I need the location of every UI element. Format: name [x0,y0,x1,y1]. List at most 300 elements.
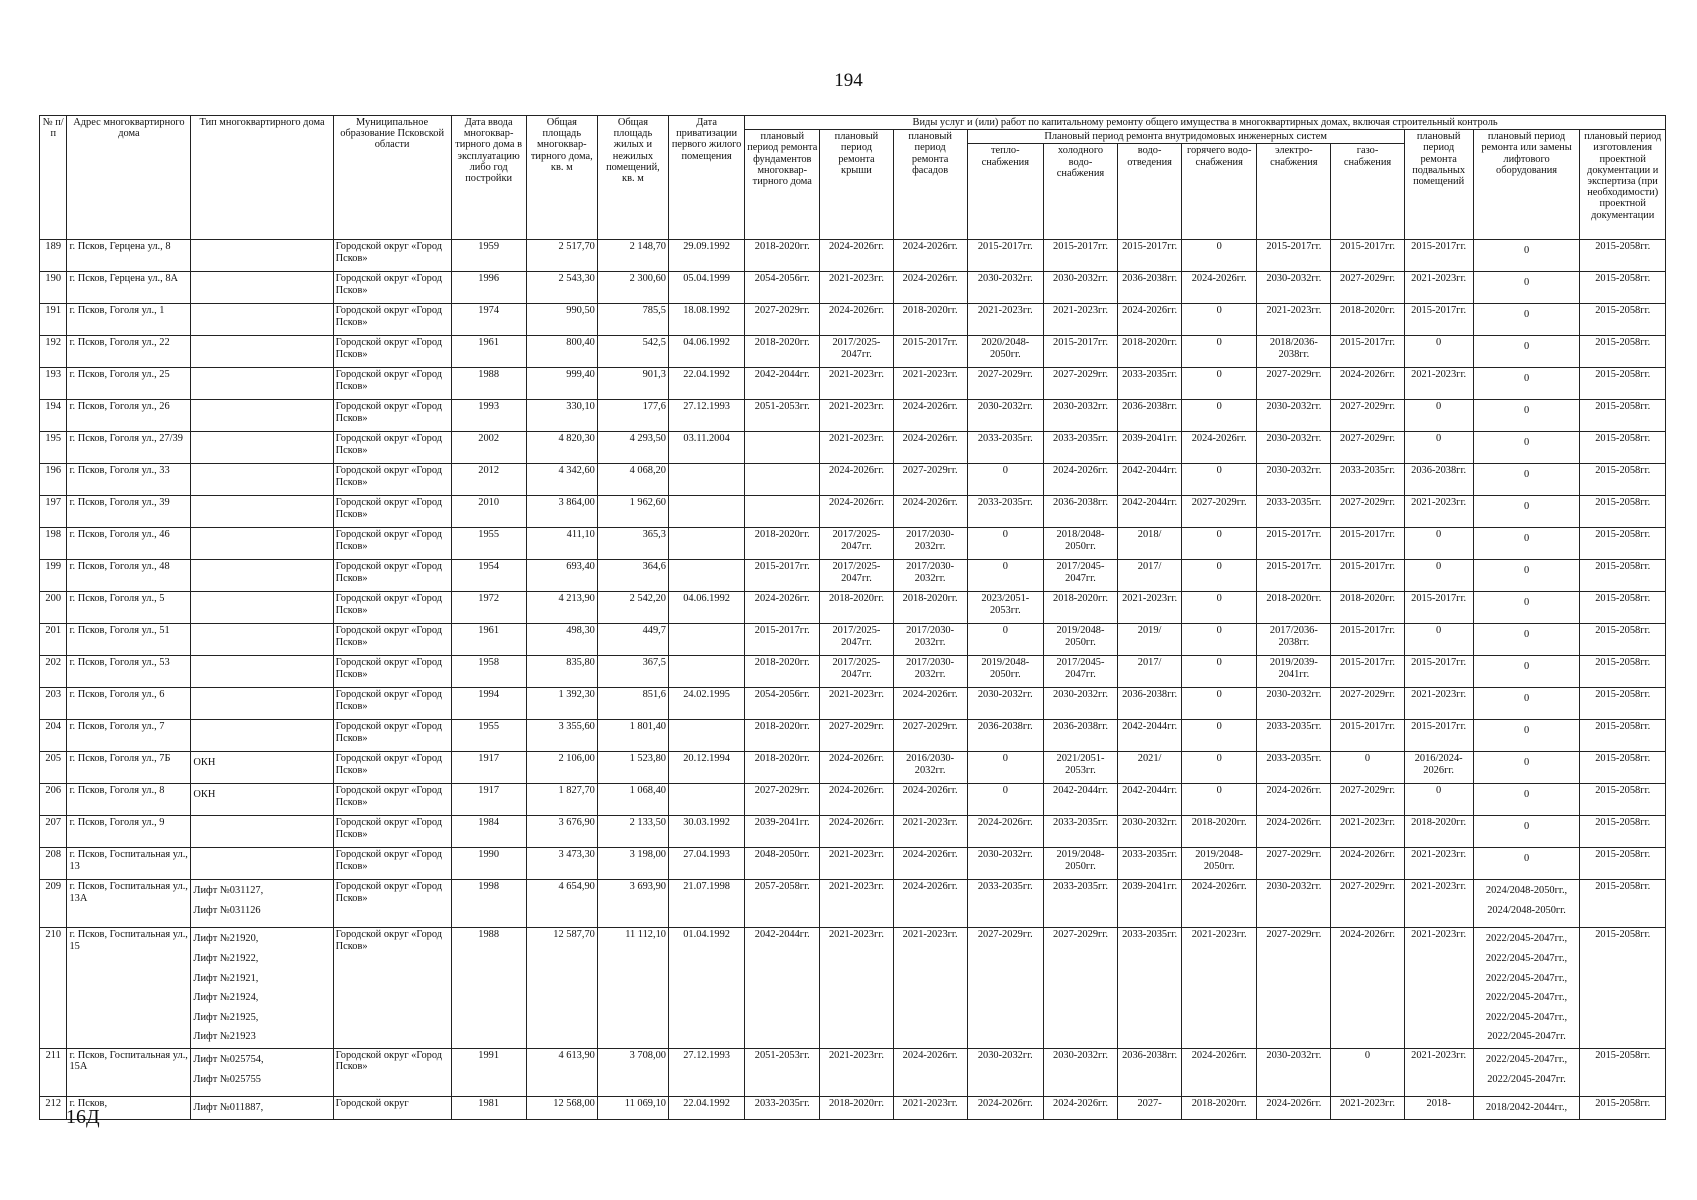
cell-roof: 2017/2025-2047гг. [820,560,893,592]
cell-privatization-date [668,624,744,656]
cell-design-docs: 2015-2058гг. [1580,656,1666,688]
cell-basement: 2015-2017гг. [1404,592,1473,624]
cell-sewer: 2015-2017гг. [1118,240,1182,272]
cell-facade: 2021-2023гг. [893,816,967,848]
cell-elevator-line: 0 [1523,373,1530,385]
cell-year: 1994 [451,688,526,720]
header-works-group: Виды услуг и (или) работ по капитальному ремонту общего имущества в многоквартирных домах, включая строительный контроль [745,116,1666,130]
cell-type [191,336,333,368]
cell-facade: 2024-2026гг. [893,400,967,432]
cell-heat: 2033-2035гг. [967,880,1043,928]
cell-heat: 2030-2032гг. [967,1048,1043,1096]
cell-basement: 2015-2017гг. [1404,720,1473,752]
cell-roof: 2021-2023гг. [820,368,893,400]
cell-type [191,1048,333,1096]
cell-hot-water: 2024-2026гг. [1182,1048,1257,1096]
cell-heat: 2024-2026гг. [967,1096,1043,1119]
cell-type-line: Лифт №21921, [193,972,259,984]
cell-heat: 2021-2023гг. [967,304,1043,336]
table-row [40,272,1666,304]
cell-sewer: 2017/ [1118,656,1182,688]
cell-design-docs: 2015-2058гг. [1580,464,1666,496]
cell-privatization-date: 29.09.1992 [668,240,744,272]
cell-num: 193 [40,368,67,400]
cell-basement: 2021-2023гг. [1404,848,1473,880]
cell-elevator-line: 2022/2045-2047гг., [1485,933,1568,945]
cell-total-area: 3 676,90 [526,816,597,848]
cell-roof: 2021-2023гг. [820,688,893,720]
cell-sewer: 2039-2041гг. [1118,432,1182,464]
cell-hot-water: 0 [1182,560,1257,592]
cell-foundation: 2033-2035гг. [745,1096,820,1119]
cell-privatization-date [668,528,744,560]
cell-heat: 2036-2038гг. [967,720,1043,752]
cell-type [191,432,333,464]
cell-basement: 0 [1404,560,1473,592]
cell-basement: 0 [1404,336,1473,368]
cell-type-line: Лифт №21922, [193,953,259,964]
cell-type [191,656,333,688]
cell-gas: 2024-2026гг. [1331,368,1404,400]
cell-facade: 2024-2026гг. [893,432,967,464]
cell-roof: 2024-2026гг. [820,240,893,272]
header-privatization-date: Дата приватизации первого жилого помещения [668,116,744,240]
cell-electric: 2024-2026гг. [1257,784,1331,816]
cell-address: г. Псков, Гоголя ул., 7Б [67,752,191,784]
table-row [40,304,1666,336]
cell-elevator-line: 0 [1523,309,1530,321]
cell-electric: 2033-2035гг. [1257,752,1331,784]
cell-type [191,752,333,784]
cell-total-area: 4 613,90 [526,1048,597,1096]
cell-elevator-line: 0 [1523,405,1530,417]
cell-electric: 2030-2032гг. [1257,880,1331,928]
cell-foundation: 2018-2020гг. [745,752,820,784]
header-electric: электро-снабжения [1257,144,1331,240]
cell-gas: 2027-2029гг. [1331,688,1404,720]
cell-type [191,272,333,304]
cell-municipality: Городской округ «Город Псков» [333,304,451,336]
cell-municipality: Городской округ «Город Псков» [333,1048,451,1096]
cell-address: г. Псков, Гоголя ул., 27/39 [67,432,191,464]
cell-elevator [1473,432,1580,464]
table-row [40,720,1666,752]
cell-facade: 2027-2029гг. [893,720,967,752]
cell-heat: 2015-2017гг. [967,240,1043,272]
cell-electric: 2030-2032гг. [1257,1048,1331,1096]
cell-electric: 2030-2032гг. [1257,400,1331,432]
cell-living-area: 3 708,00 [597,1048,668,1096]
header-living-area: Общая площадь жилых и нежилых помещений, кв. м [597,116,668,240]
cell-num: 205 [40,752,67,784]
cell-roof: 2021-2023гг. [820,928,893,1049]
table-row [40,496,1666,528]
cell-elevator-line: 0 [1523,341,1530,353]
cell-privatization-date: 27.12.1993 [668,400,744,432]
cell-electric: 2027-2029гг. [1257,848,1331,880]
cell-num: 189 [40,240,67,272]
cell-sewer: 2036-2038гг. [1118,1048,1182,1096]
cell-facade: 2016/2030-2032гг. [893,752,967,784]
cell-foundation: 2042-2044гг. [745,368,820,400]
cell-facade: 2024-2026гг. [893,496,967,528]
cell-address: г. Псков, Гоголя ул., 5 [67,592,191,624]
cell-gas: 2015-2017гг. [1331,528,1404,560]
cell-elevator [1473,464,1580,496]
cell-total-area: 693,40 [526,560,597,592]
cell-year: 1961 [451,624,526,656]
cell-hot-water: 2021-2023гг. [1182,928,1257,1049]
cell-type-line: Лифт №025754, [193,1053,264,1065]
cell-municipality: Городской округ «Город Псков» [333,368,451,400]
cell-type [191,688,333,720]
cell-type [191,560,333,592]
cell-basement: 2018- [1404,1096,1473,1119]
header-type: Тип многоквартирного дома [191,116,333,240]
cell-num: 191 [40,304,67,336]
cell-design-docs: 2015-2058гг. [1580,560,1666,592]
cell-num: 210 [40,928,67,1049]
cell-design-docs: 2015-2058гг. [1580,784,1666,816]
cell-heat: 2023/2051-2053гг. [967,592,1043,624]
cell-cold-water: 2018/2048-2050гг. [1043,528,1117,560]
cell-address: г. Псков, Госпитальная ул., 13А [67,880,191,928]
cell-facade: 2017/2030-2032гг. [893,560,967,592]
cell-roof: 2017/2025-2047гг. [820,656,893,688]
cell-type [191,784,333,816]
cell-foundation: 2027-2029гг. [745,304,820,336]
cell-type [191,720,333,752]
cell-cold-water: 2030-2032гг. [1043,1048,1117,1096]
cell-address: г. Псков, Гоголя ул., 8 [67,784,191,816]
cell-living-area: 11 112,10 [597,928,668,1049]
cell-municipality: Городской округ «Город Псков» [333,656,451,688]
cell-living-area: 542,5 [597,336,668,368]
cell-gas: 2015-2017гг. [1331,720,1404,752]
cell-elevator [1473,336,1580,368]
cell-facade: 2017/2030-2032гг. [893,624,967,656]
cell-foundation [745,432,820,464]
cell-hot-water: 0 [1182,752,1257,784]
cell-electric: 2018/2036-2038гг. [1257,336,1331,368]
cell-cold-water: 2024-2026гг. [1043,1096,1117,1119]
cell-municipality: Городской округ «Город Псков» [333,688,451,720]
cell-elevator [1473,240,1580,272]
cell-electric: 2015-2017гг. [1257,528,1331,560]
cell-heat: 2020/2048-2050гг. [967,336,1043,368]
cell-design-docs: 2015-2058гг. [1580,816,1666,848]
cell-type-line: ОКН [193,789,216,801]
cell-total-area: 4 213,90 [526,592,597,624]
header-engineering-group: Плановый период ремонта внутридомовых инженерных систем [967,130,1404,144]
cell-elevator-line: 0 [1523,245,1530,257]
cell-basement: 2021-2023гг. [1404,1048,1473,1096]
cell-total-area: 3 864,00 [526,496,597,528]
cell-design-docs: 2015-2058гг. [1580,624,1666,656]
cell-type [191,240,333,272]
cell-foundation: 2018-2020гг. [745,240,820,272]
cell-design-docs: 2015-2058гг. [1580,368,1666,400]
cell-sewer: 2042-2044гг. [1118,784,1182,816]
cell-cold-water: 2027-2029гг. [1043,368,1117,400]
cell-cold-water: 2030-2032гг. [1043,272,1117,304]
cell-year: 1996 [451,272,526,304]
cell-roof: 2021-2023гг. [820,1048,893,1096]
page-number: 194 [834,70,863,91]
cell-num: 207 [40,816,67,848]
cell-total-area: 2 517,70 [526,240,597,272]
cell-address: г. Псков, Гоголя ул., 53 [67,656,191,688]
cell-total-area: 3 355,60 [526,720,597,752]
cell-heat: 2024-2026гг. [967,816,1043,848]
cell-basement: 2021-2023гг. [1404,928,1473,1049]
cell-municipality: Городской округ «Город Псков» [333,720,451,752]
cell-living-area: 851,6 [597,688,668,720]
cell-sewer: 2018-2020гг. [1118,336,1182,368]
cell-design-docs: 2015-2058гг. [1580,848,1666,880]
cell-cold-water: 2033-2035гг. [1043,816,1117,848]
cell-elevator-line: 0 [1523,565,1530,577]
cell-basement: 2021-2023гг. [1404,496,1473,528]
cell-living-area: 449,7 [597,624,668,656]
cell-address: г. Псков, Гоголя ул., 9 [67,816,191,848]
cell-living-area: 4 068,20 [597,464,668,496]
cell-total-area: 800,40 [526,336,597,368]
cell-foundation: 2018-2020гг. [745,720,820,752]
cell-privatization-date: 30.03.1992 [668,816,744,848]
table-row [40,1096,1666,1119]
cell-privatization-date: 22.04.1992 [668,368,744,400]
cell-hot-water: 0 [1182,528,1257,560]
cell-basement: 2015-2017гг. [1404,240,1473,272]
cell-type [191,304,333,336]
cell-elevator [1473,528,1580,560]
cell-privatization-date [668,784,744,816]
cell-type [191,848,333,880]
cell-elevator-line: 2022/2045-2047гг., [1485,1053,1568,1065]
cell-gas: 2027-2029гг. [1331,432,1404,464]
header-roof: плановый период ремонта крыши [820,130,893,240]
cell-total-area: 1 392,30 [526,688,597,720]
cell-elevator [1473,624,1580,656]
cell-heat: 2027-2029гг. [967,928,1043,1049]
cell-facade: 2017/2030-2032гг. [893,528,967,560]
cell-elevator-line: 0 [1523,757,1530,769]
cell-living-area: 1 523,80 [597,752,668,784]
cell-type [191,880,333,928]
cell-address: г. Псков, Гоголя ул., 7 [67,720,191,752]
cell-num: 192 [40,336,67,368]
cell-gas: 2018-2020гг. [1331,592,1404,624]
cell-address: г. Псков, Госпитальная ул., 15А [67,1048,191,1096]
cell-privatization-date: 04.06.1992 [668,592,744,624]
cell-hot-water: 0 [1182,464,1257,496]
cell-num: 206 [40,784,67,816]
cell-privatization-date: 18.08.1992 [668,304,744,336]
table-row [40,528,1666,560]
cell-electric: 2017/2036-2038гг. [1257,624,1331,656]
cell-electric: 2021-2023гг. [1257,304,1331,336]
cell-heat: 2019/2048-2050гг. [967,656,1043,688]
cell-total-area: 498,30 [526,624,597,656]
cell-cold-water: 2030-2032гг. [1043,688,1117,720]
cell-year: 2012 [451,464,526,496]
cell-cold-water: 2036-2038гг. [1043,496,1117,528]
cell-elevator [1473,304,1580,336]
cell-basement: 2021-2023гг. [1404,368,1473,400]
cell-hot-water: 2018-2020гг. [1182,1096,1257,1119]
cell-heat: 2030-2032гг. [967,688,1043,720]
cell-sewer: 2033-2035гг. [1118,928,1182,1049]
cell-elevator [1473,400,1580,432]
cell-gas: 2015-2017гг. [1331,240,1404,272]
cell-type-line: Лифт №031127, [193,885,264,897]
cell-living-area: 1 962,60 [597,496,668,528]
cell-heat: 0 [967,464,1043,496]
cell-foundation: 2054-2056гг. [745,272,820,304]
cell-elevator [1473,816,1580,848]
cell-sewer: 2036-2038гг. [1118,272,1182,304]
cell-gas: 2015-2017гг. [1331,656,1404,688]
cell-municipality: Городской округ «Город Псков» [333,496,451,528]
cell-hot-water: 0 [1182,400,1257,432]
cell-elevator [1473,656,1580,688]
cell-municipality: Городской округ «Город Псков» [333,848,451,880]
cell-design-docs: 2015-2058гг. [1580,752,1666,784]
cell-year: 1955 [451,528,526,560]
cell-type-line: Лифт №031126 [193,905,261,916]
table-body [40,240,1666,1119]
cell-type [191,928,333,1049]
cell-gas: 2027-2029гг. [1331,400,1404,432]
cell-foundation [745,496,820,528]
cell-elevator-line: 0 [1523,501,1530,513]
cell-living-area: 2 542,20 [597,592,668,624]
cell-design-docs: 2015-2058гг. [1580,928,1666,1049]
cell-sewer: 2036-2038гг. [1118,400,1182,432]
table-row [40,400,1666,432]
cell-hot-water: 0 [1182,720,1257,752]
cell-roof: 2017/2025-2047гг. [820,336,893,368]
cell-elevator-line: 0 [1523,437,1530,449]
cell-elevator-line: 2022/2045-2047гг., [1485,992,1568,1004]
cell-hot-water: 2019/2048-2050гг. [1182,848,1257,880]
cell-type [191,496,333,528]
header-hot-water: горячего водо-снабжения [1182,144,1257,240]
cell-hot-water: 2024-2026гг. [1182,272,1257,304]
table-row [40,928,1666,1049]
cell-elevator [1473,752,1580,784]
cell-elevator-line: 0 [1523,693,1530,705]
cell-roof: 2021-2023гг. [820,400,893,432]
header-facade: плановый период ремонта фасадов [893,130,967,240]
cell-basement: 0 [1404,784,1473,816]
cell-sewer: 2033-2035гг. [1118,368,1182,400]
cell-hot-water: 2024-2026гг. [1182,880,1257,928]
cell-num: 198 [40,528,67,560]
cell-roof: 2018-2020гг. [820,592,893,624]
cell-living-area: 785,5 [597,304,668,336]
cell-electric: 2019/2039-2041гг. [1257,656,1331,688]
cell-num: 199 [40,560,67,592]
cell-total-area: 2 106,00 [526,752,597,784]
cell-year: 1974 [451,304,526,336]
cell-year: 1917 [451,752,526,784]
cell-foundation: 2051-2053гг. [745,1048,820,1096]
cell-address: г. Псков, Гоголя ул., 6 [67,688,191,720]
cell-hot-water: 0 [1182,624,1257,656]
cell-type [191,368,333,400]
cell-cold-water: 2019/2048-2050гг. [1043,624,1117,656]
table-row [40,688,1666,720]
cell-design-docs: 2015-2058гг. [1580,400,1666,432]
cell-address: г. Псков, Гоголя ул., 22 [67,336,191,368]
cell-roof: 2017/2025-2047гг. [820,528,893,560]
cell-foundation: 2057-2058гг. [745,880,820,928]
cell-privatization-date: 20.12.1994 [668,752,744,784]
cell-foundation: 2048-2050гг. [745,848,820,880]
cell-basement: 0 [1404,528,1473,560]
cell-privatization-date: 22.04.1992 [668,1096,744,1119]
cell-living-area: 364,6 [597,560,668,592]
cell-gas: 0 [1331,752,1404,784]
cell-year: 2010 [451,496,526,528]
cell-total-area: 330,10 [526,400,597,432]
cell-living-area: 4 293,50 [597,432,668,464]
cell-living-area: 3 693,90 [597,880,668,928]
cell-roof: 2024-2026гг. [820,304,893,336]
cell-gas: 2021-2023гг. [1331,816,1404,848]
cell-heat: 0 [967,784,1043,816]
cell-elevator-line: 0 [1523,725,1530,737]
cell-living-area: 367,5 [597,656,668,688]
cell-total-area: 1 827,70 [526,784,597,816]
cell-heat: 0 [967,528,1043,560]
cell-electric: 2018-2020гг. [1257,592,1331,624]
cell-cold-water: 2042-2044гг. [1043,784,1117,816]
cell-sewer: 2039-2041гг. [1118,880,1182,928]
cell-design-docs: 2015-2058гг. [1580,1048,1666,1096]
cell-total-area: 12 587,70 [526,928,597,1049]
cell-facade: 2024-2026гг. [893,1048,967,1096]
cell-gas: 2024-2026гг. [1331,928,1404,1049]
cell-cold-water: 2017/2045-2047гг. [1043,656,1117,688]
cell-address: г. Псков, Герцена ул., 8 [67,240,191,272]
cell-year: 1958 [451,656,526,688]
cell-foundation: 2024-2026гг. [745,592,820,624]
cell-total-area: 835,80 [526,656,597,688]
cell-roof: 2024-2026гг. [820,816,893,848]
cell-design-docs: 2015-2058гг. [1580,240,1666,272]
header-address: Адрес многоквартирного дома [67,116,191,240]
cell-electric: 2015-2017гг. [1257,240,1331,272]
cell-cold-water: 2015-2017гг. [1043,336,1117,368]
cell-roof: 2024-2026гг. [820,752,893,784]
cell-elevator [1473,720,1580,752]
cell-heat: 2033-2035гг. [967,432,1043,464]
cell-living-area: 901,3 [597,368,668,400]
cell-municipality: Городской округ «Город Псков» [333,464,451,496]
cell-living-area: 3 198,00 [597,848,668,880]
header-date-commission: Дата ввода многоквар-тирного дома в эксплуатацию либо год постройки [451,116,526,240]
cell-living-area: 2 148,70 [597,240,668,272]
cell-municipality: Городской округ «Город Псков» [333,240,451,272]
cell-year: 1972 [451,592,526,624]
cell-basement: 2015-2017гг. [1404,304,1473,336]
cell-roof: 2018-2020гг. [820,1096,893,1119]
cell-sewer: 2042-2044гг. [1118,496,1182,528]
cell-total-area: 4 342,60 [526,464,597,496]
